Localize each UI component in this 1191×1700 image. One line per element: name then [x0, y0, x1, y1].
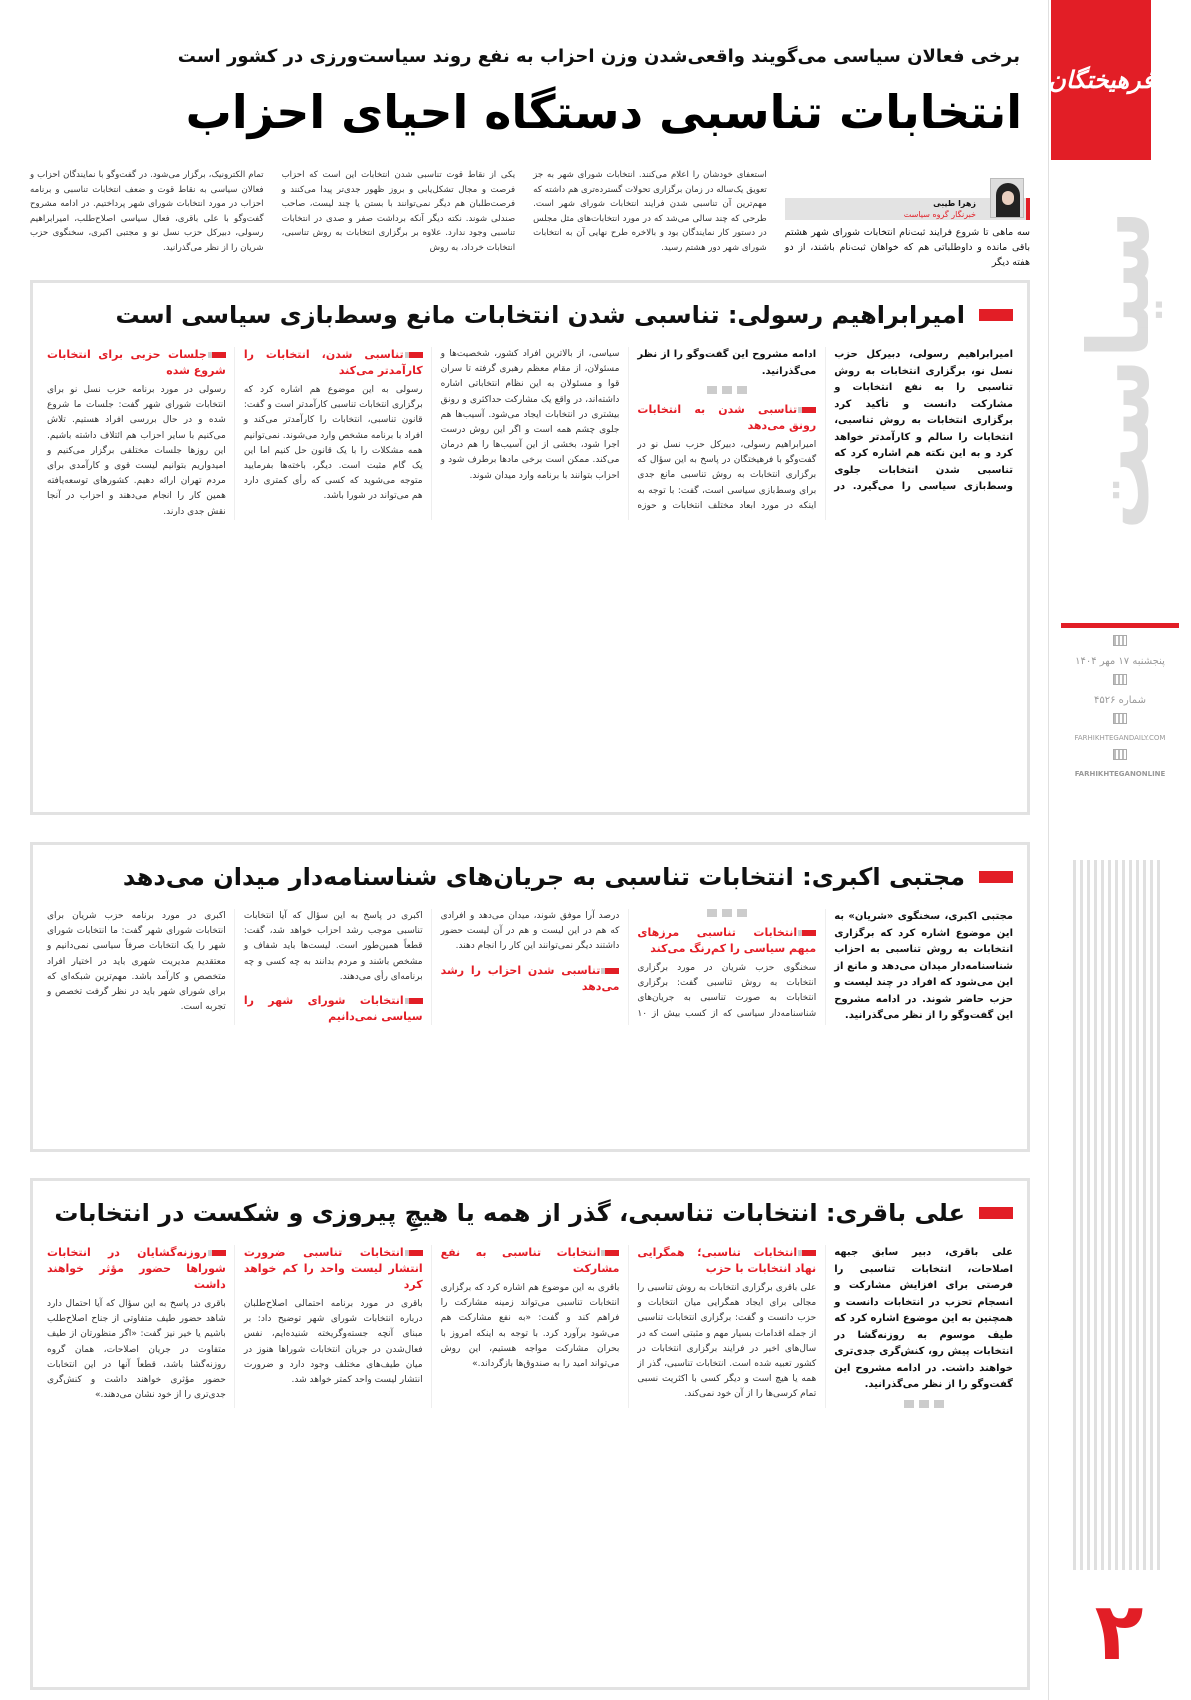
newspaper-icon: [1113, 674, 1127, 685]
article-body: [47, 909, 1013, 1025]
issue-info: [1061, 620, 1179, 781]
intro-text: سه ماهی تا شروع فرایند ثبت‌نام انتخابات شورای شهر هشتم باقی مانده و داوطلباتی هم که خواهان ثبت‌نام باشند، از دو هفته دیگر: [784, 227, 1030, 268]
web-icon: [1113, 713, 1127, 724]
social-icon: [1113, 749, 1127, 760]
page-main: [30, 0, 1030, 1700]
lead-intro: [30, 168, 1030, 268]
author-photo: [990, 178, 1024, 218]
article-paragraph: اکبری در پاسخ به این سؤال که آیا انتخابات تناسبی موجب رشد احزاب خواهد شد، گفت: قطعاً همین‌طور است. لیست‌ها باید شفاف و مشخص باشند و مردم بدانند به چه کسی و چه برنامه‌ای رأی می‌دهند.: [243, 911, 423, 982]
red-marker: [979, 1207, 1013, 1219]
intro-column: یکی از نقاط قوت تناسبی شدن انتخابات این است که احزاب فرصت و مجال تشکل‌یابی و بروز ظهور جدی‌تر پیدا می‌کنند و فرصت‌طلبان هم دیگر نمی‌توانند با بستن یا چند لیست، صاحب صندلی شوند. نکته دیگر آنکه برداشت صفر و صدی در انتخابات تناسبی وجود ندارد. علاوه بر برگزاری انتخابات به روش تناسبی، انتخابات خرداد، به روش: [281, 170, 516, 253]
article-paragraph: سخنگوی حزب شریان در مورد برگزاری انتخابات به روش تناسبی گفت: برگزاری انتخابات به صورت تناسبی به جریان‌های شناسنامه‌دار سیاسی که از کسب بیش از ۱۰ درصد آرا موفق شوند، میدان می‌دهد و افرادی که هم در این لیست و هم در آن لیست حضور داشتند دیگر نمی‌توانند این کار را انجام دهند.: [440, 911, 817, 1019]
decorative-stripes: [1073, 860, 1163, 1570]
article-akbari: [30, 842, 1030, 1152]
article-lede: علی باقری، دبیر سابق جبهه اصلاحات، انتخابات تناسبی را فرصتی برای افزایش مشارکت و انسجام تحزب در انتخابات دانست و همچنین به این موضوع اشاره کرد که طیف موسوم به روزنه‌گشا در انتخابات پیش رو، کنش‌گری جدی‌تری خواهند داشت. در ادامه مشروح این گفت‌وگو را از نظر می‌گذرانید.: [834, 1247, 1013, 1390]
article-subhead: انتخابات تناسبی به نفع مشارکت: [440, 1246, 620, 1275]
article-subhead: انتخابات تناسبی مرزهای مبهم سیاسی را کم‌رنگ می‌کند: [637, 926, 817, 955]
red-bar: [1061, 623, 1179, 628]
article-subhead: انتخابات تناسبی؛ همگرایی نهاد انتخابات با حزب: [637, 1246, 817, 1275]
sidebar: [1048, 0, 1191, 1700]
article-body: [47, 1245, 1013, 1408]
article-lede: مجتبی اکبری، سخنگوی «شریان» به این موضوع اشاره کرد که برگزاری انتخابات به روش تناسبی به احزاب شناسنامه‌دار میدان می‌دهد و مانع از این می‌شود که افراد در چند لیست و حزب حاضر شوند. در ادامه مشروح این گفت‌وگو را از نظر می‌گذرانید.: [834, 911, 1013, 1021]
article-paragraph: رسولی به این موضوع هم اشاره کرد که برگزاری انتخابات تناسبی کارآمدتر است و گفت: قانون تناسبی، انتخابات را کارآمدتر می‌کند و افراد با برنامه مشخص وارد می‌شوند. نمی‌توانیم همه مشکلات را با یک قانون حل کنیم اما این یک گام مثبت است. دیگر، باخته‌ها بفرمایید متوجه می‌شوید که کسی که رأی کمتری دارد هم می‌تواند در شورا باشد.: [243, 385, 423, 502]
section-label: سیاست: [1070, 210, 1168, 530]
issue-date: پنجشنبه ۱۷ مهر ۱۴۰۴: [1075, 656, 1165, 667]
newspaper-logo: فرهیختگان: [1051, 0, 1151, 160]
article-paragraph: امیرابراهیم رسولی، دبیرکل حزب نسل نو در گفت‌وگو با فرهیختگان در پاسخ به این سؤال که برگزاری انتخابات به روش تناسبی مانع جدی برای وسط‌بازی سیاسی است، گفت: با توجه به اینکه در مورد ابعاد مختلف انتخابات و حوزه سیاسی، از بالاترین افراد کشور، شخصیت‌ها و مسئولان، از مقام معظم رهبری گرفته تا سران قوا و مسئولان به این نظام انتخاباتی اشاره داشته‌اند، در واقع یک مشارکت حداکثری و رونق بیشتری در انتخابات ایجاد می‌شود. آسیب‌ها هم جلوی چشم همه است و اگر این روش درست اجرا شود، بخشی از این آسیب‌ها را هم درمان می‌کند. ممکن است برخی مادها برطرف شود و احزاب بتوانند با برنامه وارد میدان شوند.: [440, 349, 817, 511]
page-number: ۲: [1094, 1585, 1144, 1678]
article-body: [47, 347, 1013, 520]
author-role: خبرنگار گروه سیاست: [903, 210, 976, 219]
article-paragraph: باقری در پاسخ به این سؤال که آیا احتمال دارد شاهد حضور طیف متفاوتی از جناح اصلاح‌طلب باشیم یا خیر نیز گفت: «اگر منظورتان از طیف متفاوت در جریان اصلاحات، همان گروه روزنه‌گشا باشد، قطعاً آنها در این انتخابات حضور مؤثری خواهند داشت و کنش‌گری جدی‌تری را از خود نشان می‌دهند.»: [47, 1299, 226, 1401]
red-marker: [979, 309, 1013, 321]
social-handle[interactable]: FARHIKHTEGANONLINE: [1074, 770, 1166, 778]
article-subhead: انتخابات تناسبی ضرورت انتشار لیست واحد را کم خواهد کرد: [243, 1246, 423, 1291]
author-name: زهرا طیبی: [933, 199, 976, 208]
article-paragraph: باقری در مورد برنامه احتمالی اصلاح‌طلبان درباره انتخابات شورای شهر توضیح داد: بر مبنای آنچه جسته‌وگریخته شنیده‌ایم، نفس فعال‌شدن در جریان انتخابات شوراها هنوز در میان طیف‌های مختلف وجود دارد و ضرورت انتشار لیست واحد کمتر خواهد شد.: [243, 1299, 423, 1386]
lead-kicker: برخی فعالان سیاسی می‌گویند واقعی‌شدن وزن احزاب به نفع روند سیاست‌ورزی در کشور است: [177, 46, 1020, 67]
article-subhead: جلسات حزبی برای انتخابات شروع شده: [47, 348, 226, 377]
red-marker: [979, 871, 1013, 883]
article-subhead: تناسبی شدن احزاب را رشد می‌دهد: [440, 963, 620, 993]
intro-column: استعفای خودشان را اعلام می‌کنند. انتخابات شورای شهر به جز تعویق یک‌ساله در زمان برگزاری تحولات گسترده‌تری هم داشته که مهم‌ترین آن تناسبی شدن فرایند انتخابات شورای شهر است. طرحی که چند سالی می‌شد که در مورد انتخابات‌های مثل مجلس در دستور کار نمایندگان بود و بالاخره طرح نهایی آن به انتخابات شورای شهر دور هشتم رسید.: [533, 170, 767, 253]
article-paragraph: اکبری در مورد برنامه حزب شریان برای انتخابات شورای شهر گفت: ما انتخابات شورای شهر را یک انتخابات صرفاً سیاسی نمی‌دانیم و معتقدیم مدیریت شهری باید در اختیار افراد متخصص و کارآمد باشد. مهم‌ترین شبکه‌ای که برای شورای شهر باید در نظر گرفت تخصص و تجربه است.: [47, 911, 226, 1013]
separator: [707, 909, 747, 917]
separator: [707, 386, 747, 394]
calendar-icon: [1113, 635, 1127, 646]
article-paragraph: رسولی در مورد برنامه حزب نسل نو برای انتخابات شورای شهر گفت: جلسات ما شروع شده و در حال بررسی افراد هستیم. تلاش می‌کنیم با سایر احزاب هم ائتلاف داشته باشیم. این روزها جلسات مختلفی برگزار می‌کنیم و امیدواریم بتوانیم لیست قوی و کارآمدی برای مردم تهران ارائه دهیم. کشورهای توسعه‌یافته همین کار را انجام می‌دهند و احزاب در آنجا نقش جدی دارند.: [47, 385, 226, 517]
article-subhead: تناسبی شدن به انتخابات رونق می‌دهد: [637, 403, 817, 432]
article-paragraph: باقری به این موضوع هم اشاره کرد که برگزاری انتخابات تناسبی می‌تواند زمینه مشارکت را فراهم کند و گفت: «به نفع مشارکت هم می‌شود برآورد کرد. با توجه به اینکه امروز با بحران مشارکت مواجه هستیم، این روش می‌تواند امید را به صندوق‌ها بازگرداند.»: [440, 1283, 620, 1370]
website-link[interactable]: FARHIKHTEGANDAILY.COM: [1074, 734, 1166, 742]
article-rasouli: [30, 280, 1030, 815]
article-subhead: انتخابات شورای شهر را سیاسی نمی‌دانیم: [243, 994, 423, 1024]
intro-column: تمام الکترونیک، برگزار می‌شود. در گفت‌وگو با نمایندگان احزاب و فعالان سیاسی به نقاط قوت و ضعف انتخابات تناسبی و برنامه احزاب در مورد انتخابات شورای شهر پرداختیم. در ادامه مشروح گفت‌وگو با علی باقری، فعال سیاسی اصلاح‌طلب، امیرابراهیم رسولی، دبیرکل حزب نسل نو و مجتبی اکبری، سخنگوی حزب شریان را از نظر می‌گذرانید.: [30, 170, 264, 253]
separator: [904, 1400, 944, 1408]
article-lede: امیرابراهیم رسولی، دبیرکل حزب نسل نو، برگزاری انتخابات به روش تناسبی را به نفع انتخابات و مشارکت دانست و تأکید کرد برگزاری انتخابات به روش تناسبی، انتخابات را سالم و کارآمدتر خواهد کرد و به این نکته هم اشاره کرد که تناسبی شدن انتخابات جلوی وسط‌بازی سیاسی را می‌گیرد. در ادامه مشروح این گفت‌وگو را از نظر می‌گذرانید.: [637, 349, 1013, 492]
author-block: [785, 168, 1030, 268]
article-subhead: روزنه‌گشایان در انتخابات شوراها حضور مؤثر خواهند داشت: [47, 1246, 226, 1291]
article-subhead: تناسبی شدن، انتخابات را کارآمدتر می‌کند: [243, 348, 423, 377]
article-bagheri: [30, 1178, 1030, 1690]
article-headline: علی باقری: انتخابات تناسبی، گذر از همه یا هیچِ پیروزی و شکست در انتخابات: [54, 1199, 965, 1227]
article-headline: امیرابراهیم رسولی: تناسبی شدن انتخابات مانع وسط‌بازی سیاسی است: [115, 301, 965, 329]
article-headline: مجتبی اکبری: انتخابات تناسبی به جریان‌های شناسنامه‌دار میدان می‌دهد: [122, 863, 965, 891]
lead-headline: انتخابات تناسبی دستگاه احیای احزاب: [185, 85, 1022, 139]
issue-number: شماره ۴۵۲۶: [1094, 695, 1146, 706]
article-paragraph: علی باقری برگزاری انتخابات به روش تناسبی را مجالی برای ایجاد همگرایی میان انتخابات و حزب دانست و گفت: برگزاری انتخابات تناسبی از جمله اقدامات بسیار مهم و مثبتی است که در سال‌های اخیر در فرایند برگزاری انتخابات در کشور تعبیه شده است. انتخابات تناسبی، گذر از همه یا هیچ است و دیگر کسی با اکثریت نسبی تمام کرسی‌ها را از آن خود نمی‌کند.: [637, 1283, 817, 1400]
